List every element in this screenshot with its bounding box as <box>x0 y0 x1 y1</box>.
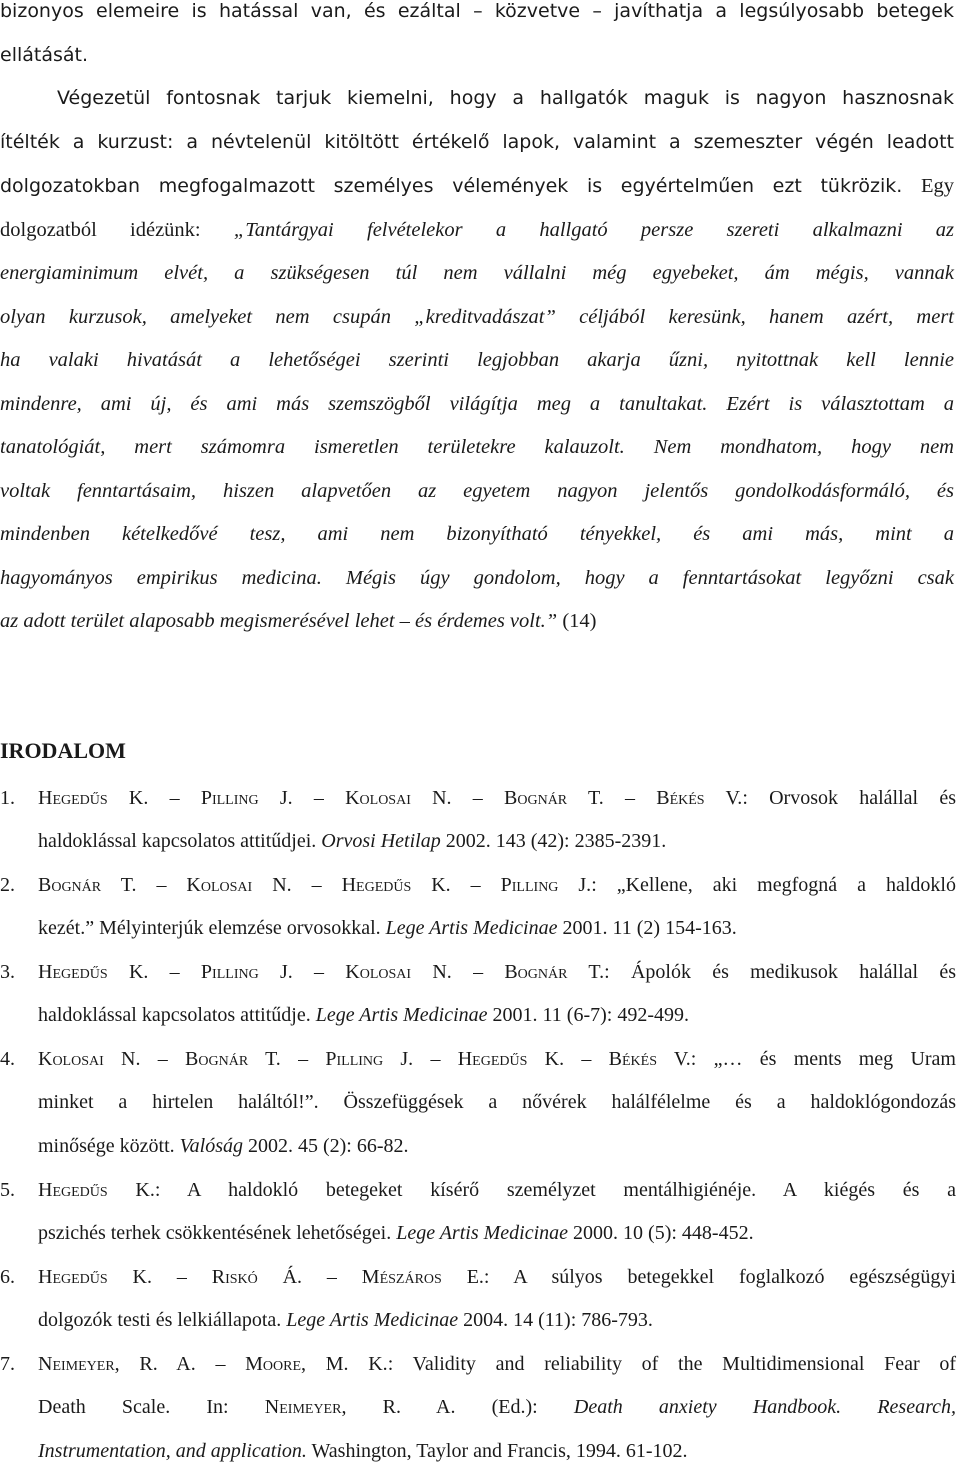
reference-authors: Hegedűs K. – Pilling J. – Kolosai N. – Bognár T. – Békés V. <box>38 787 743 809</box>
paragraph-line <box>0 220 954 241</box>
reference-authors: Hegedűs K. – Pilling J. – Kolosai N. – Bognár T. <box>38 961 605 983</box>
reference-number: 4. <box>0 1048 15 1070</box>
quote-segment: „Tantárgyai felvételekor a hallgató persze szereti alkalmazni az <box>233 219 955 241</box>
citation-number: (14) <box>557 610 597 632</box>
reference-book: Death anxiety Handbook. Research, <box>573 1396 957 1418</box>
quote-text: ha valaki hivatását a lehetőségei szerinti legjobban akarja űzni, nyitottnak kell lennie <box>0 349 954 371</box>
reference-line <box>38 1354 956 1374</box>
paragraph-segment: Egy <box>920 175 954 197</box>
reference-title: minősége között. <box>38 1135 180 1157</box>
reference-line <box>38 1049 956 1069</box>
quote-text: energiaminimum elvét, a szükségesen túl nem vállalni még egyebeket, ám mégis, vannak <box>0 262 954 284</box>
paragraph-line: Végezetül fontosnak tarjuk kiemelni, hogy a hallgatók maguk is nagyon hasznosnak <box>57 87 954 109</box>
reference-title: : A haldokló betegeket kísérő személyzet mentálhigiénéje. A kiégés és a <box>154 1179 956 1201</box>
reference-line <box>38 1136 956 1156</box>
quote-text: tanatológiát, mert számomra ismeretlen területekre kalauzolt. Nem mondhatom, hogy nem <box>0 436 954 458</box>
reference-editor: (Ed.): <box>455 1396 574 1418</box>
reference-journal: Valóság <box>179 1135 243 1157</box>
references-heading: IRODALOM <box>0 738 126 763</box>
reference-title: dolgozók testi és lelkiállapota. <box>38 1309 287 1331</box>
reference-citation: 2001. 11 (2) 154-163. <box>557 917 737 939</box>
reference-title: : Validity and reliability of the Multidimensional Fear of <box>387 1353 956 1375</box>
quote-line <box>0 524 954 545</box>
reference-title: : „… és ments meg Uram <box>690 1048 956 1070</box>
quote-line <box>0 437 954 458</box>
reference-line <box>38 1397 956 1417</box>
reference-title: haldoklással kapcsolatos attitűdje. <box>38 1004 316 1026</box>
reference-line <box>38 918 956 938</box>
reference-citation: Washington, Taylor and Francis, 1994. 61-102. <box>306 1440 688 1462</box>
reference-citation: 2002. 45 (2): 66-82. <box>242 1135 409 1157</box>
reference-line <box>38 1267 956 1287</box>
reference-line <box>38 831 956 851</box>
reference-journal: Lege Artis Medicinae <box>286 1309 459 1331</box>
reference-line <box>38 1310 956 1330</box>
reference-authors: Kolosai N. – Bognár T. – Pilling J. – Hegedűs K. – Békés V. <box>38 1048 691 1070</box>
reference-title: Death Scale. In: <box>38 1396 265 1418</box>
reference-authors: Neimeyer, R. A. <box>264 1396 456 1418</box>
reference-title: haldoklással kapcsolatos attitűdjei. <box>38 830 322 852</box>
reference-line <box>38 1223 956 1243</box>
reference-title: kezét.” Mélyinterjúk elemzése orvosokkal. <box>38 917 386 939</box>
reference-line <box>38 1005 956 1025</box>
reference-number: 7. <box>0 1353 15 1375</box>
paragraph-line: ítélték a kurzust: a névtelenül kitöltött értékelő lapok, valamint a szemeszter végén leadott <box>0 131 954 153</box>
reference-journal: Lege Artis Medicinae <box>315 1004 488 1026</box>
reference-line: minket a hirtelen haláltól!”. Összefüggések a nővérek halálfélelme és a haldoklógondozás <box>38 1091 956 1113</box>
quote-line <box>0 481 954 502</box>
reference-number: 6. <box>0 1266 15 1288</box>
paragraph-segment: dolgozatokban megfogalmazott személyes vélemények is egyértelműen ezt tükrözik. <box>0 175 903 197</box>
reference-line <box>38 962 956 982</box>
reference-line <box>38 1180 956 1200</box>
reference-authors: Hegedűs K. – Riskó Á. – Mészáros E. <box>38 1266 484 1288</box>
paragraph-line <box>0 176 954 197</box>
paragraph-segment: dolgozatból idézünk: <box>0 219 234 241</box>
reference-citation: 2000. 10 (5): 448-452. <box>568 1222 754 1244</box>
reference-authors: Bognár T. – Kolosai N. – Hegedűs K. – Pilling J. <box>38 874 592 896</box>
reference-citation: 2002. 143 (42): 2385-2391. <box>440 830 667 852</box>
reference-journal: Orvosi Hetilap <box>321 830 441 852</box>
quote-text: az adott terület alaposabb megismerésével lehet – és érdemes volt.” <box>0 610 558 632</box>
quote-line <box>0 350 954 371</box>
reference-line <box>38 875 956 895</box>
reference-number: 5. <box>0 1179 15 1201</box>
reference-title: : „Kellene, aki megfogná a haldokló <box>591 874 956 896</box>
reference-book: Instrumentation, and application. <box>38 1440 307 1462</box>
reference-number: 3. <box>0 961 15 983</box>
quote-text: olyan kurzusok, amelyeket nem csupán „kreditvadászat” céljából keresünk, hanem azért, mert <box>0 306 954 328</box>
quote-text: mindenre, ami új, és ami más szemszögből világítja meg a tanultakat. Ezért is választottam a <box>0 393 954 415</box>
quote-line <box>0 307 954 328</box>
reference-citation: 2004. 14 (11): 786-793. <box>458 1309 653 1331</box>
reference-journal: Lege Artis Medicinae <box>396 1222 569 1244</box>
quote-text: mindenben kételkedővé tesz, ami nem bizonyítható tényekkel, és ami más, mint a <box>0 523 954 545</box>
reference-title: : Orvosok halállal és <box>742 787 956 809</box>
reference-authors: Neimeyer, R. A. – Moore, M. K. <box>38 1353 388 1375</box>
reference-title: pszichés terhek csökkentésének lehetőségei. <box>38 1222 397 1244</box>
reference-citation: 2001. 11 (6-7): 492-499. <box>487 1004 690 1026</box>
paragraph-line: ellátását. <box>0 44 89 66</box>
reference-line <box>38 788 956 808</box>
paragraph-line: bizonyos elemeire is hatással van, és ezáltal – közvetve – javíthatja a legsúlyosabb betegek <box>0 0 954 22</box>
quote-line <box>0 611 954 632</box>
quote-line <box>0 394 954 415</box>
reference-authors: Hegedűs K. <box>38 1179 155 1201</box>
reference-number: 1. <box>0 787 15 809</box>
quote-line <box>0 568 954 589</box>
reference-number: 2. <box>0 874 15 896</box>
quote-line <box>0 263 954 284</box>
quote-text: hagyományos empirikus medicina. Mégis úgy gondolom, hogy a fenntartásokat legyőzni csak <box>0 567 954 589</box>
reference-title: : A súlyos betegekkel foglalkozó egészségügyi <box>483 1266 956 1288</box>
reference-journal: Lege Artis Medicinae <box>385 917 558 939</box>
reference-line <box>38 1441 956 1461</box>
quote-text: voltak fenntartásaim, hiszen alapvetően az egyetem nagyon jelentős gondolkodásformáló, és <box>0 480 954 502</box>
reference-title: : Ápolók és medikusok halállal és <box>604 961 957 983</box>
